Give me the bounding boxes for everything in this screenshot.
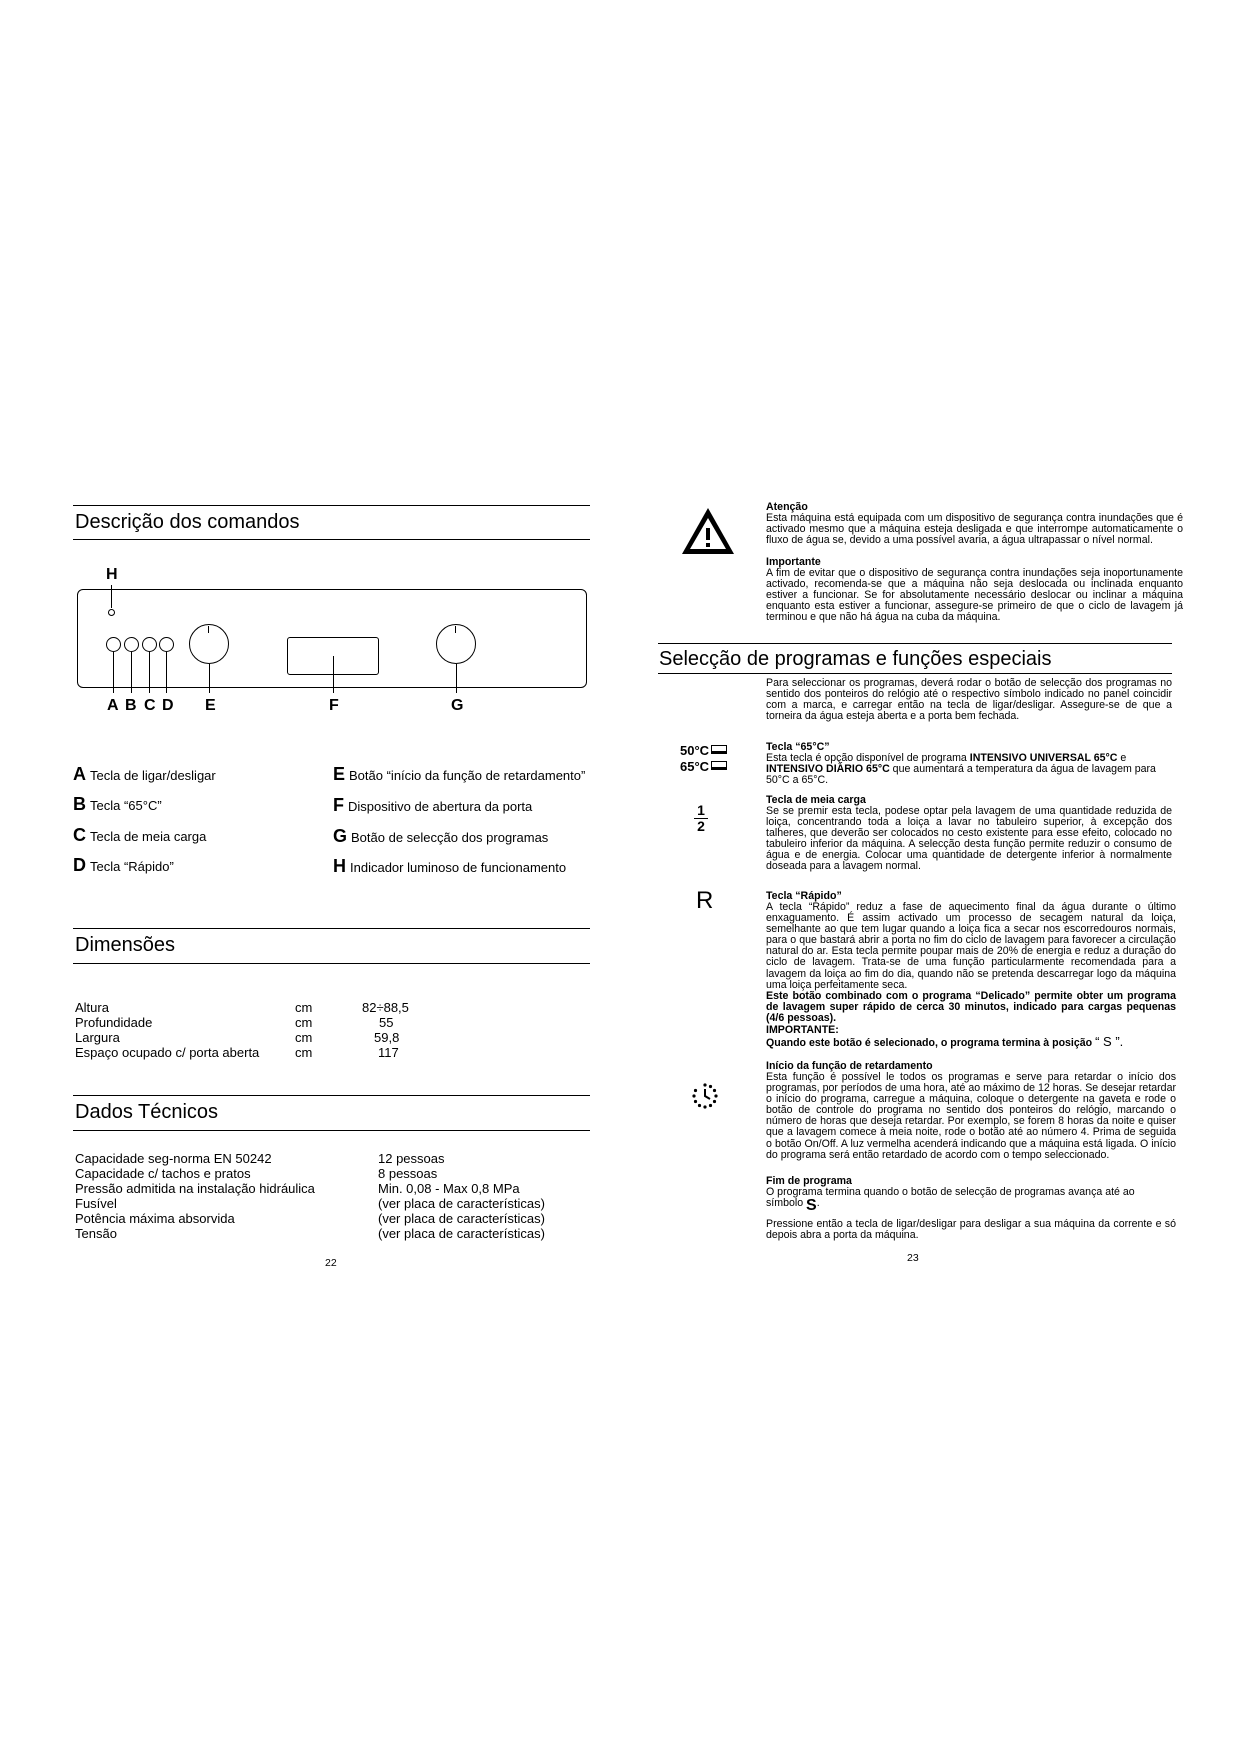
tech-label: Pressão admitida na instalação hidráulica [75,1181,315,1196]
programs-section-title: Selecção de programas e funções especiais [659,648,1052,670]
diagram-leader-d [166,652,167,693]
dimension-value: 82÷88,5 [362,1000,409,1015]
end-symbol-s-icon: “ S ”. [1095,1034,1124,1049]
diagram-label-g: G [451,697,464,714]
diagram-label-f: F [329,697,339,714]
on-off-button-icon [106,637,121,652]
dimension-value: 59,8 [374,1030,400,1045]
diagram-leader-e [209,664,210,693]
page-number-right: 23 [907,1252,919,1264]
diagram-leader-a [113,652,114,693]
importante-caps-text: Quando este botão é selecionado, o programa termina à posição “ S ”. [766,1034,1124,1049]
tech-value: (ver placa de características) [378,1226,545,1241]
dimension-row: Espaço ocupado c/ porta aberta [75,1045,260,1060]
important-text: A fim de evitar que o dispositivo de segurança contra inundações seja inoportunamente activado, recomenda-se que a máquina não seja deslocada ou inclinada enquanto estiver a funcionar. Se for absolutamente necessário deslocar ou inclinar a máquina enquanto esta estiver a funcionar, assegure-se primeiro de que o ciclo de lavagem já terminou e que não há água na cuba da máquina. [766,567,1183,624]
dimension-unit: cm [295,1015,313,1030]
dimension-unit: cm [295,1030,313,1045]
legend-b: B Tecla “65°C” [73,794,162,814]
attention-title: Atenção [766,501,808,513]
legend-a: A Tecla de ligar/desligar [73,764,216,784]
end-program-text: O programa termina quando o botão de selecção de programas avança até ao símbolo S. [766,1186,1135,1215]
rapid-title: Tecla “Rápido” [766,890,842,902]
tech-label: Potência máxima absorvida [75,1211,235,1226]
dimensions-title-bottom-rule [73,963,590,964]
warning-triangle-icon [680,506,736,556]
programs-title-top-rule [658,643,1172,644]
important-title: Importante [766,556,821,568]
legend-e: E Botão “início da função de retardamento” [333,764,586,784]
diagram-label-d: D [162,697,174,714]
rapid-text: A tecla “Rápido” reduz a fase de aquecimento final da água durante o último enxaguamento. É assim activado um processo de secagem natural da loiça, semelhante ao que tem lugar quando a loiça fica a secar nos escorredouros normais, para o que bastará abrir a porta no fim do ciclo de lavagem para favorecer a circulação natural do ar. Esta tecla permite poupar mais de 20% de energia e reduz a duração do ciclo de lavagem. Trata-se de uma função particularmente recomendada para a lavagem da loiça ao fim do dia, quando não se pretenda descarregar logo da máquina uma loiça perfeitamente seca. [766,901,1176,991]
diagram-leader-b [131,652,132,693]
dimension-value: 117 [378,1045,399,1060]
controls-title-top-rule [73,505,590,506]
tech-section-title: Dados Técnicos [75,1101,219,1123]
tech-value: (ver placa de características) [378,1211,545,1226]
dimension-unit: cm [295,1045,313,1060]
delay-text: Esta função é possível le todos os programas e serve para retardar o início dos programas, por períodos de uma hora, até ao máximo de 12 horas. Se desejar retardar o início do programa, carregue a máquina, coloque o detergente na gaveta e rode o botão de controle do programa no sentido dos ponteiros do relógio, marcando o número de horas que deseja retardar. Por exemplo, se forem 8 horas da noite e quiser que a lavagem comece à meia noite, rode o botão até ao número 4. Prima de seguida o botão On/Off. A luz vermelha acenderá indicando que a máquina está ligada. O início do programa será então retardado de acordo com o tempo seleccionado. [766,1071,1176,1161]
delay-title: Início da função de retardamento [766,1060,933,1072]
legend-h: H Indicador luminoso de funcionamento [333,856,567,876]
rapid-button-icon [159,637,174,652]
programs-intro: Para seleccionar os programas, deverá rodar o botão de selecção dos programas no sentido dos ponteiros do relógio até o respectivo símbolo indicado no panel coincidir com a marca, e carregar então na tecla de ligar/desligar. Assegure-se de que a torneira da água esteja aberta e a porta bem fechada. [766,677,1172,723]
tech-title-top-rule [73,1095,590,1096]
attention-text: Esta máquina está equipada com um dispositivo de segurança contra inundações que é activado mesmo que a máquina esteja desligada e que interrompe automaticamente o fluxo de água se, devido a uma possível avaria, a água ultrapassar o nível normal. [766,512,1183,547]
programs-title-bottom-rule [658,673,1172,674]
half-load-button-icon [142,637,157,652]
end-program-title: Fim de programa [766,1175,852,1187]
diagram-label-b: B [125,697,137,714]
half-load-title: Tecla de meia carga [766,794,866,806]
led-indicator-icon [108,609,115,616]
dimension-value: 55 [379,1015,394,1030]
dimension-row: Altura [75,1000,109,1015]
legend-d: D Tecla “Rápido” [73,855,174,875]
dimension-row: Largura [75,1030,120,1045]
legend-c: C Tecla de meia carga [73,825,207,845]
final-text: Pressione então a tecla de ligar/desligar para desligar a sua máquina da corrente e só depois abra a porta da máquina. [766,1218,1176,1242]
legend-f: F Dispositivo de abertura da porta [333,795,533,815]
dimensions-section-title: Dimensões [75,934,176,956]
dimension-unit: cm [295,1000,313,1015]
temp-icon-50: 50°C [680,743,732,759]
importante-caps: IMPORTANTE: [766,1024,839,1036]
legend-g: G Botão de selecção dos programas [333,826,549,846]
diagram-leader-f [333,656,334,693]
tech-label: Capacidade c/ tachos e pratos [75,1166,251,1181]
diagram-label-c: C [144,697,156,714]
delay-knob-icon [189,624,229,664]
dimensions-title-top-rule [73,928,590,929]
diagram-label-e: E [205,697,216,714]
half-load-icon: 1 2 [694,803,708,834]
tech-value: 12 pessoas [378,1151,445,1166]
diagram-label-a: A [107,697,119,714]
dimension-row: Profundidade [75,1015,153,1030]
tech-label: Tensão [75,1226,117,1241]
tech-value: Min. 0,08 - Max 0,8 MPa [378,1181,520,1196]
tech-value: 8 pessoas [378,1166,438,1181]
tech-value: (ver placa de características) [378,1196,545,1211]
page-number-left: 22 [325,1257,337,1269]
rapid-icon: R [696,887,714,914]
controls-section-title: Descrição dos comandos [75,511,300,533]
tech-title-bottom-rule [73,1130,590,1131]
rapid-bold-text: Este botão combinado com o programa “Delicado” permite obter um programa de lavagem super rápido de cerca 30 minutos, indicado para cargas pequenas (4/6 pessoas). [766,990,1176,1025]
temp-icon-65: 65°C [680,759,732,775]
diagram-label-h: H [106,566,118,583]
diagram-leader-g [456,664,457,693]
temp-icon [680,743,732,775]
delay-clock-icon [692,1083,718,1109]
65c-button-icon [124,637,139,652]
tecla65-text: Esta tecla é opção disponível de programa INTENSIVO UNIVERSAL 65°C e INTENSIVO DIÁRIO 65°C que aumentará a temperatura da água de lavagem para 50°C a 65°C. [766,752,1156,787]
program-knob-icon [436,624,476,664]
half-load-text: Se se premir esta tecla, podese optar pela lavagem de uma quantidade reduzida de loiça, concentrando toda a loiça a lavar no tabuleiro superior, à excepção dos talheres, que deverão ser colocados no cesto existente para esse efeito, colocado no tabuleiro inferior da máquina. A selecção desta função permite reduzir o consumo de água e de energia. Colocar uma quantidade de detergente inferior à normalmente doseada para a lavagem normal. [766,805,1172,873]
tech-label: Fusível [75,1196,117,1211]
controls-title-bottom-rule [73,539,590,540]
diagram-leader-c [149,652,150,693]
tech-label: Capacidade seg-norma EN 50242 [75,1151,272,1166]
tecla65-title: Tecla “65°C” [766,741,830,753]
end-symbol-s-bold-icon: S [806,1197,817,1215]
